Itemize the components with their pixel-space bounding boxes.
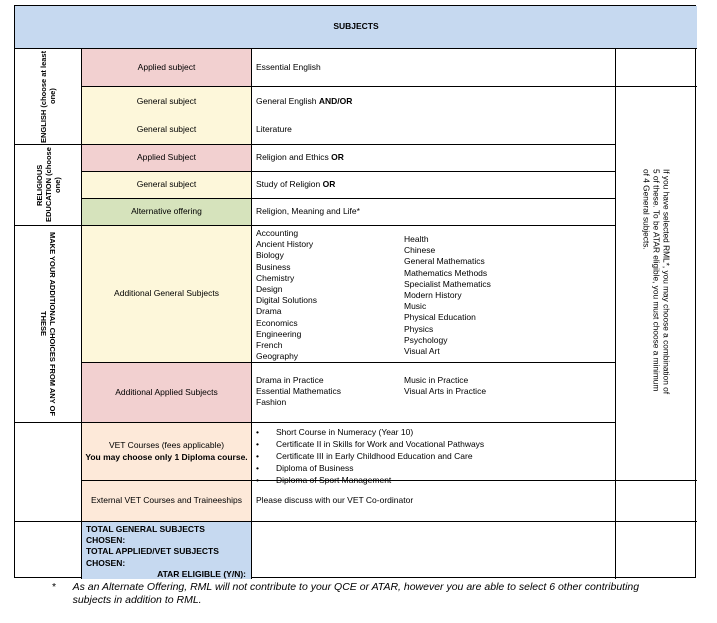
- or-label: OR: [331, 152, 344, 163]
- english-group-label: ENGLISH (choose at least one): [15, 49, 82, 145]
- atar-eligible-label: ATAR ELIGIBLE (Y/N):: [157, 568, 246, 579]
- list-item: General Mathematics: [404, 256, 485, 267]
- list-item: Business: [256, 261, 291, 272]
- totals-values: [252, 522, 616, 579]
- blank-cell: [616, 481, 697, 522]
- additional-group-label: MAKE YOUR ADDITIONAL CHOICES FROM ANY OF THESE: [15, 226, 82, 423]
- english-general-subjects: [252, 87, 616, 145]
- list-item: Digital Solutions: [256, 295, 317, 306]
- list-item: Mathematics Methods: [404, 267, 488, 278]
- english-applied-type: Applied subject: [82, 49, 252, 87]
- religion-alt-type: Alternative offering: [82, 199, 252, 226]
- religion-general-type: General subject: [82, 172, 252, 199]
- general-col-2: [404, 228, 552, 360]
- english-general-subject-2: Literature: [256, 124, 292, 135]
- footnote-star: *: [52, 581, 57, 593]
- vet-external-type: External VET Courses and Traineeships: [82, 481, 252, 522]
- applied-col-1: [256, 375, 404, 420]
- list-item: Specialist Mathematics: [404, 278, 491, 289]
- additional-general-list: [252, 226, 616, 363]
- list-item: Accounting: [256, 228, 299, 238]
- list-item: Physics: [404, 323, 434, 334]
- list-item: Physical Education: [404, 312, 476, 323]
- religion-applied-type: Applied Subject: [82, 145, 252, 172]
- list-item: • Short Course in Numeracy (Year 10): [256, 427, 414, 437]
- or-label: OR: [322, 179, 336, 190]
- list-item: Psychology: [404, 334, 448, 345]
- applied-col-2: [404, 375, 552, 420]
- religion-alt-subject: Religion, Meaning and Life*: [252, 199, 616, 226]
- english-general-subject-1: General English: [256, 95, 317, 106]
- list-item: French: [256, 340, 283, 351]
- list-item: Chemistry: [256, 272, 295, 283]
- table-header: SUBJECTS: [15, 6, 697, 49]
- list-item: Engineering: [256, 328, 302, 339]
- list-item: Chinese: [404, 245, 436, 256]
- religion-applied-subject: Religion and Ethics OR: [252, 145, 616, 172]
- additional-applied-type: Additional Applied Subjects: [82, 363, 252, 423]
- english-general-type-1: General subject: [136, 95, 197, 106]
- blank-cell: [616, 522, 697, 579]
- additional-applied-list: [252, 363, 616, 423]
- list-item: Health: [404, 234, 429, 244]
- subjects-table: [14, 5, 696, 578]
- general-col-1: [256, 228, 404, 360]
- vet-type: [82, 423, 252, 481]
- list-item: Biology: [256, 250, 284, 261]
- vet-external-note: Please discuss with our VET Co-ordinator: [252, 481, 616, 522]
- list-item: Drama: [256, 306, 282, 317]
- english-applied-subject: Essential English: [252, 49, 616, 87]
- list-item: Modern History: [404, 290, 462, 301]
- religion-general-subject: Study of Religion OR: [252, 172, 616, 199]
- list-item: Music in Practice: [404, 375, 469, 385]
- totals-blank: [15, 522, 82, 579]
- vet-type-line-2: You may choose only 1 Diploma course.: [85, 451, 248, 462]
- and-or-label: AND/OR: [318, 95, 353, 106]
- list-item: Economics: [256, 317, 298, 328]
- vet-course-list: [252, 423, 616, 485]
- list-item: Fashion: [256, 397, 287, 408]
- list-item: • Diploma of Sport Management: [256, 475, 392, 485]
- religion-group-label: RELIGIOUS EDUCATION (choose one): [15, 145, 82, 226]
- list-item: • Certificate III in Early Childhood Education and Care: [256, 451, 473, 461]
- list-item: Ancient History: [256, 239, 314, 250]
- footnote: [52, 581, 672, 607]
- list-item: • Diploma of Business: [256, 463, 354, 473]
- english-general-type-2: General subject: [136, 124, 197, 135]
- list-item: • Certificate II in Skills for Work and Vocational Pathways: [256, 439, 485, 449]
- list-item: Visual Art: [404, 346, 440, 357]
- list-item: Design: [256, 284, 283, 295]
- side-note: If you have selected RML*, you may choose a combination of 5 of these. To be ATAR eligible, you must choose a minimum of 4 General subjects.: [616, 87, 697, 481]
- list-item: Essential Mathematics: [256, 386, 342, 397]
- total-general-label: TOTAL GENERAL SUBJECTS CHOSEN:: [86, 524, 205, 546]
- english-general-types: [82, 87, 252, 145]
- footnote-text: As an Alternate Offering, RML will not contribute to your QCE or ATAR, however you are able to select 6 other contributing subjects in addition to RML.: [72, 581, 640, 606]
- list-item: Drama in Practice: [256, 375, 324, 385]
- additional-general-type: Additional General Subjects: [82, 226, 252, 363]
- list-item: Music: [404, 301, 427, 312]
- list-item: Geography: [256, 351, 299, 362]
- vet-group-label: [15, 423, 82, 522]
- totals-labels: [82, 522, 252, 579]
- blank-cell: [616, 49, 697, 87]
- vet-type-line-1: VET Courses (fees applicable): [108, 440, 225, 451]
- total-applied-label: TOTAL APPLIED/VET SUBJECTS CHOSEN:: [86, 546, 219, 568]
- list-item: Visual Arts in Practice: [404, 386, 487, 397]
